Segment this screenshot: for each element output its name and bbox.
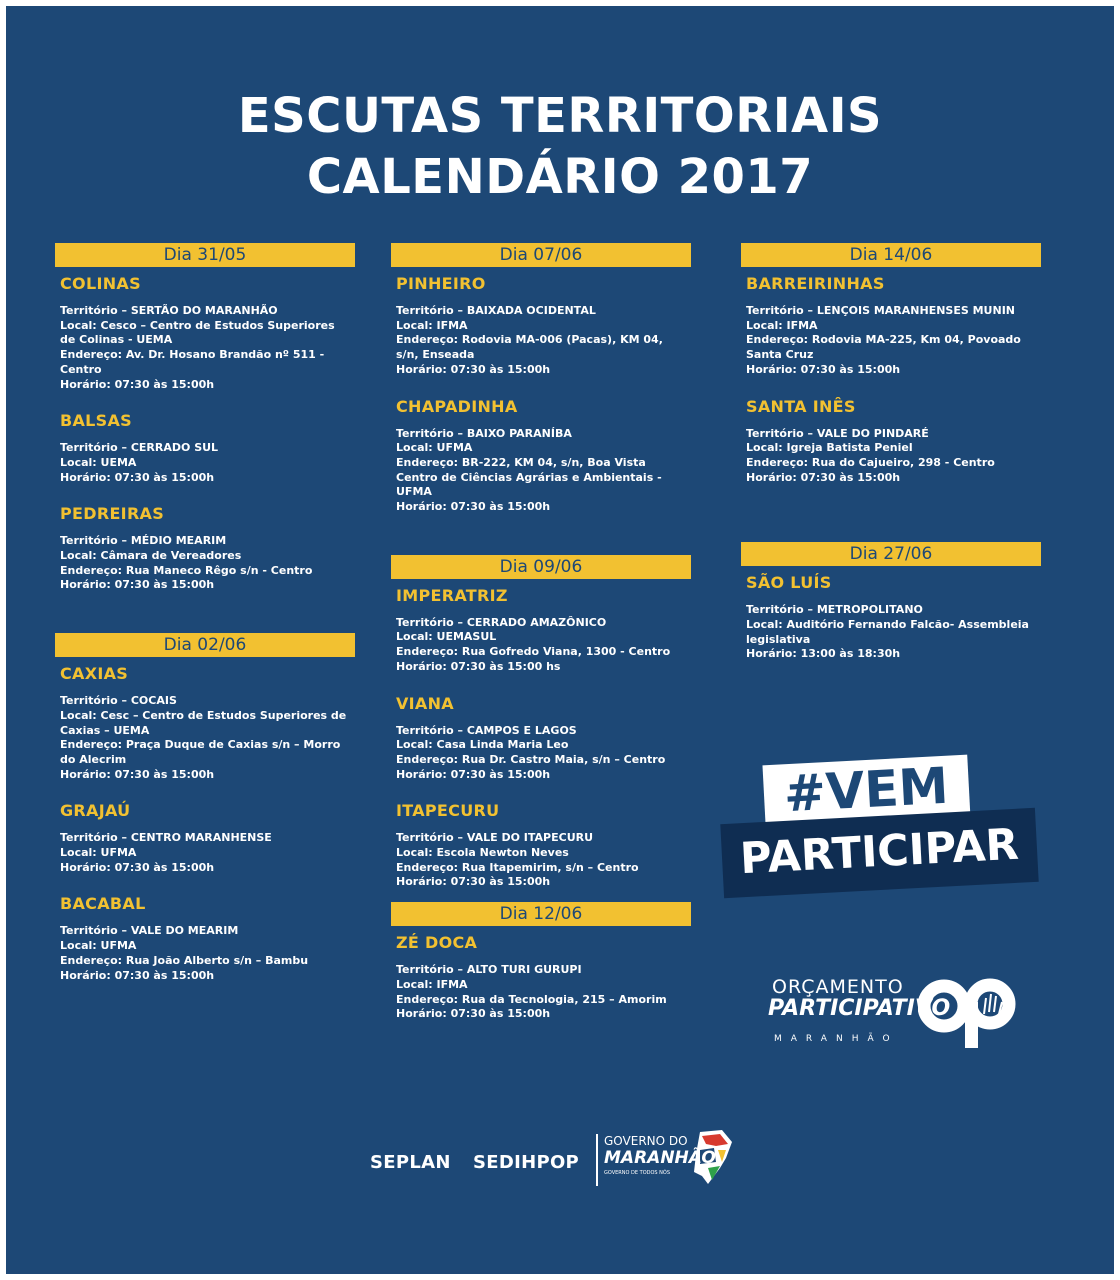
event-detail-line: Local: Escola Newton Neves <box>396 846 569 860</box>
op-logo-line-2: PARTICIPATIVO <box>768 996 951 1021</box>
event-city: BACABAL <box>60 894 146 914</box>
event-detail-line: Local: Casa Linda Maria Leo <box>396 738 569 752</box>
poster <box>6 6 1114 1274</box>
event-item <box>391 397 691 527</box>
event-detail-line: Território – VALE DO MEARIM <box>60 924 239 938</box>
event-detail-line: Horário: 07:30 às 15:00h <box>396 1007 551 1021</box>
event-detail-line: Território – LENÇOIS MARANHENSES MUNIN <box>746 304 1015 317</box>
event-item <box>55 411 355 497</box>
event-detail-line: Território – CENTRO MARANHENSE <box>60 831 272 845</box>
event-details <box>396 427 688 515</box>
event-details <box>60 831 352 875</box>
event-detail-line: Horário: 07:30 às 15:00h <box>746 470 901 484</box>
event-detail-line: Local: UEMA <box>60 455 137 469</box>
event-spacer <box>60 983 355 995</box>
event-city: SANTA INÊS <box>746 396 856 416</box>
event-detail-line: Local: Cesc – Centro de Estudos Superiores de Caxias – UEMA <box>60 708 347 737</box>
event-detail-line: Endereço: Rodovia MA-225, Km 04, Povoado Santa Cruz <box>746 333 1021 362</box>
event-detail-line: Território – VALE DO PINDARÉ <box>746 426 929 440</box>
schedule-column-1 <box>55 243 355 995</box>
event-city: ZÉ DOCA <box>396 933 478 953</box>
event-item <box>55 894 355 995</box>
event-detail-line: Horário: 07:30 às 15:00h <box>60 860 215 874</box>
day-header: Dia 14/06 <box>741 243 1041 267</box>
event-detail-line: Endereço: Rua do Cajueiro, 298 - Centro <box>746 455 995 469</box>
event-detail-line: Horário: 07:30 às 15:00h <box>396 500 551 514</box>
schedule-column-2 <box>391 243 691 1034</box>
event-details <box>60 694 352 782</box>
page-title <box>6 86 1114 208</box>
title-line-1: ESCUTAS TERRITORIAIS <box>237 88 883 144</box>
event-details <box>396 616 688 675</box>
event-details <box>60 304 352 392</box>
event-detail-line: Território – METROPOLITANO <box>746 603 923 617</box>
event-item <box>741 274 1041 390</box>
event-detail-line: Local: UEMASUL <box>396 630 497 644</box>
event-spacer <box>746 662 1041 674</box>
event-item <box>55 801 355 887</box>
event-detail-line: Território – BAIXADA OCIDENTAL <box>396 304 596 317</box>
event-detail-line: Local: Auditório Fernando Falcão- Assembleia legislativa <box>746 618 1029 646</box>
gov-line-3: GOVERNO DE TODOS NÓS <box>604 1170 671 1176</box>
day-header: Dia 31/05 <box>55 243 355 267</box>
event-item <box>391 274 691 390</box>
event-detail-line: Horário: 07:30 às 15:00h <box>746 362 901 376</box>
event-item <box>741 397 1041 498</box>
event-detail-line: Horário: 07:30 às 15:00h <box>60 470 215 484</box>
event-spacer <box>396 782 691 794</box>
event-detail-line: Horário: 07:30 às 15:00h <box>60 968 215 982</box>
event-detail-line: Local: UFMA <box>60 846 137 860</box>
day-header: Dia 02/06 <box>55 633 355 657</box>
event-spacer <box>396 515 691 527</box>
event-detail-line: Território – CERRADO AMAZÔNICO <box>396 615 607 629</box>
event-spacer <box>396 1022 691 1034</box>
governo-maranhao-logo <box>596 1128 736 1194</box>
event-city: BARREIRINHAS <box>746 274 885 293</box>
event-detail-line: Local: UFMA <box>60 939 137 953</box>
event-spacer <box>60 485 355 497</box>
event-spacer <box>746 378 1041 390</box>
event-city: IMPERATRIZ <box>396 585 508 605</box>
op-logo-line-1: ORÇAMENTO <box>772 976 904 998</box>
day-header: Dia 09/06 <box>391 555 691 579</box>
event-item <box>391 694 691 795</box>
event-item <box>391 801 691 902</box>
event-spacer <box>60 392 355 404</box>
event-detail-line: Território – COCAIS <box>60 694 177 708</box>
event-details <box>60 441 352 485</box>
event-detail-line: Horário: 07:30 às 15:00h <box>396 362 551 376</box>
event-details <box>60 534 352 593</box>
event-item <box>55 504 355 605</box>
event-details <box>746 603 1038 662</box>
event-city: PEDREIRAS <box>60 504 165 524</box>
event-detail-line: Local: IFMA <box>396 318 468 332</box>
day-spacer <box>391 527 691 555</box>
event-detail-line: Horário: 07:30 às 15:00h <box>60 377 215 391</box>
day-header: Dia 12/06 <box>391 902 691 926</box>
event-detail-line: Horário: 07:30 às 15:00 hs <box>396 659 561 673</box>
event-detail-line: Território – BAIXO PARANÍBA <box>396 426 572 440</box>
event-detail-line: Local: Câmara de Vereadores <box>60 549 242 563</box>
event-detail-line: Território – CAMPOS E LAGOS <box>396 723 577 737</box>
event-city: COLINAS <box>60 274 141 293</box>
event-detail-line: Horário: 07:30 às 15:00h <box>60 767 215 781</box>
event-city: CHAPADINHA <box>396 396 518 416</box>
op-logo-line-3: MARANHÃO <box>774 1034 899 1044</box>
event-detail-line: Endereço: Rua Gofredo Viana, 1300 - Centro <box>396 645 671 659</box>
footer-seplan: SEPLAN <box>370 1152 451 1173</box>
event-detail-line: Local: Igreja Batista Peniel <box>746 441 913 455</box>
event-city: ITAPECURU <box>396 801 500 821</box>
event-spacer <box>746 485 1041 497</box>
event-detail-line: Endereço: Rua Maneco Rêgo s/n - Centro <box>60 563 313 577</box>
campaign-participar: PARTICIPAR <box>720 808 1038 898</box>
event-detail-line: Endereço: Praça Duque de Caxias s/n – Morro do Alecrim <box>60 738 341 766</box>
day-header: Dia 07/06 <box>391 243 691 267</box>
event-item <box>741 573 1041 674</box>
event-city: BALSAS <box>60 411 133 431</box>
event-detail-line: Local: UFMA <box>396 441 473 455</box>
event-details <box>396 304 688 378</box>
event-detail-line: Território – MÉDIO MEARIM <box>60 534 227 548</box>
day-spacer <box>55 605 355 633</box>
op-mark-icon <box>918 974 1018 1050</box>
schedule-column-3 <box>741 243 1041 674</box>
title-line-2: CALENDÁRIO 2017 <box>306 149 814 205</box>
event-detail-line: Território – CERRADO SUL <box>60 441 219 455</box>
event-detail-line: Endereço: Rodovia MA-006 (Pacas), KM 04, s/n, Enseada <box>396 333 663 362</box>
event-details <box>746 304 1038 378</box>
event-item <box>55 664 355 794</box>
day-spacer <box>741 497 1041 542</box>
event-item <box>391 933 691 1034</box>
event-details <box>396 724 688 783</box>
event-spacer <box>60 782 355 794</box>
event-details <box>396 831 688 890</box>
event-detail-line: Endereço: Rua Itapemirim, s/n – Centro <box>396 860 639 874</box>
event-spacer <box>396 890 691 902</box>
event-spacer <box>60 875 355 887</box>
event-detail-line: Endereço: Rua da Tecnologia, 215 – Amorim <box>396 992 667 1006</box>
gov-line-1: GOVERNO DO <box>604 1134 688 1148</box>
event-item <box>55 274 355 404</box>
event-city: GRAJAÚ <box>60 801 131 821</box>
event-detail-line: Local: Cesco – Centro de Estudos Superiores de Colinas - UEMA <box>60 318 335 347</box>
event-detail-line: Endereço: Rua João Alberto s/n – Bambu <box>60 953 309 967</box>
event-detail-line: Endereço: Av. Dr. Hosano Brandão nº 511 - Centro <box>60 348 325 376</box>
event-detail-line: Horário: 07:30 às 15:00h <box>396 875 551 889</box>
event-detail-line: Território – ALTO TURI GURUPI <box>396 963 582 977</box>
campaign-hashtag: #VEM <box>762 755 970 830</box>
event-city: VIANA <box>396 693 454 713</box>
event-detail-line: Endereço: Rua Dr. Castro Maia, s/n – Centro <box>396 752 666 766</box>
event-detail-line: Horário: 07:30 às 15:00h <box>396 767 551 781</box>
event-detail-line: Local: IFMA <box>396 977 468 991</box>
event-city: CAXIAS <box>60 664 129 684</box>
event-detail-line: Território – VALE DO ITAPECURU <box>396 831 594 845</box>
event-city: PINHEIRO <box>396 274 486 293</box>
event-details <box>746 427 1038 486</box>
footer-sedihpop: SEDIHPOP <box>473 1152 580 1173</box>
event-details <box>396 963 688 1022</box>
event-detail-line: Horário: 13:00 às 18:30h <box>746 647 901 661</box>
event-detail-line: Território – SERTÃO DO MARANHÃO <box>60 304 278 317</box>
event-city: SÃO LUÍS <box>746 573 832 593</box>
event-spacer <box>396 378 691 390</box>
event-detail-line: Horário: 07:30 às 15:00h <box>60 578 215 592</box>
event-detail-line: Local: IFMA <box>746 318 818 332</box>
event-spacer <box>60 593 355 605</box>
orcamento-participativo-logo <box>760 972 1030 1052</box>
event-item <box>391 586 691 687</box>
gov-line-2: MARANHÃO <box>604 1148 716 1168</box>
event-detail-line: Endereço: BR-222, KM 04, s/n, Boa Vista Centro de Ciências Agrárias e Ambientais - UFMA <box>396 455 662 499</box>
day-header: Dia 27/06 <box>741 542 1041 566</box>
event-details <box>60 924 352 983</box>
event-spacer <box>396 675 691 687</box>
